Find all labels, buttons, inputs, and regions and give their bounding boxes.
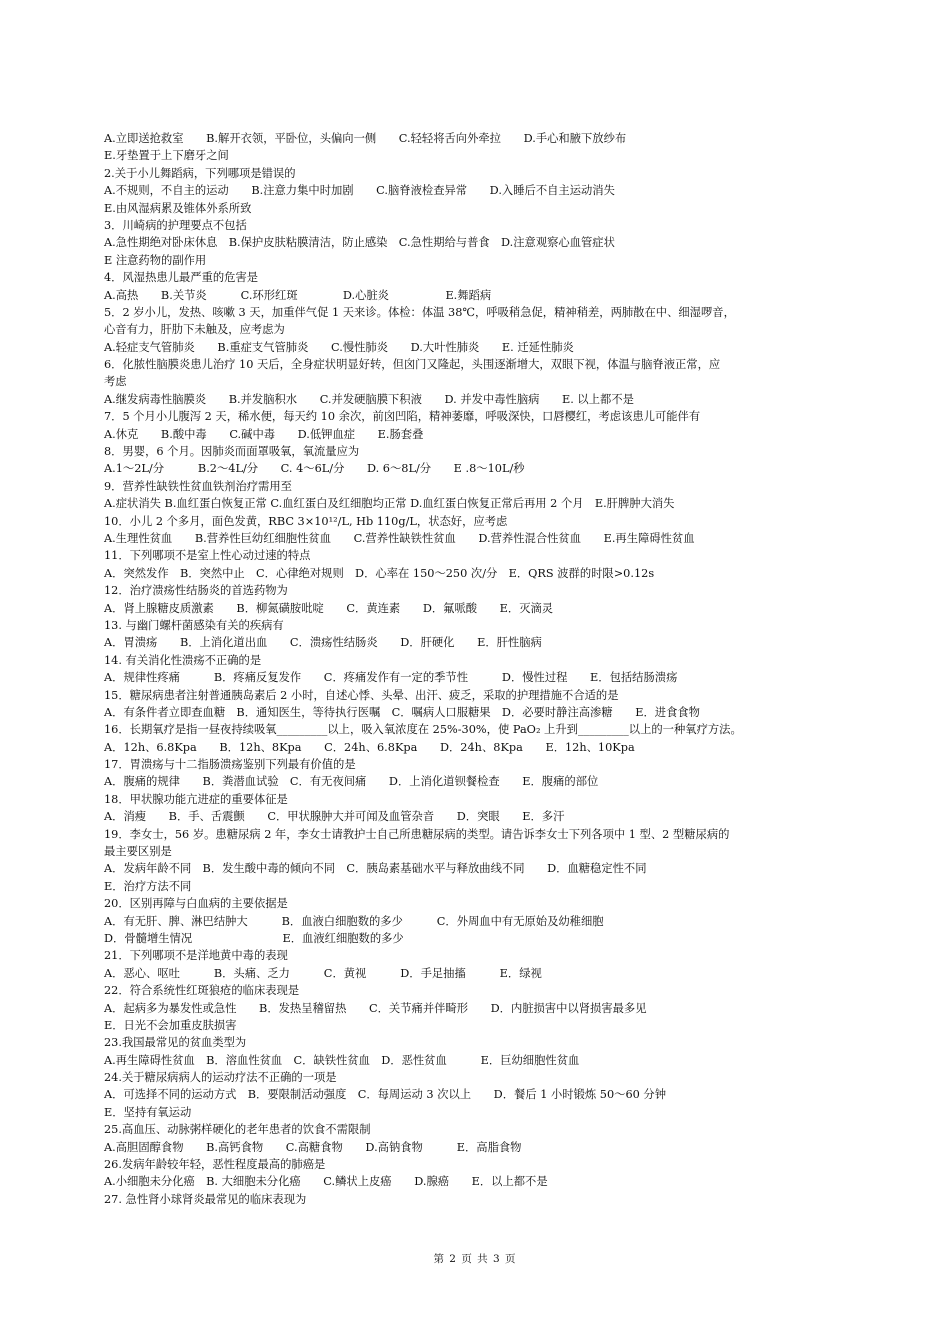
text-line: 2.关于小儿舞蹈病，下列哪项是错误的 [104,166,296,180]
text-line: 11．下列哪项不是室上性心动过速的特点 [104,549,311,563]
text-line: A.继发病毒性脑膜炎 B.并发脑积水 C.并发硬脑膜下积液 D. 并发中毒性脑病 E. 以上都不是 [104,392,634,406]
text-line: 19．李女士，56 岁。患糖尿病 2 年，李女士请教护士自己所患糖尿病的类型。请告诉李女士下列各项中 1 型、2 型糖尿病的 [104,827,730,841]
text-line: 20．区别再障与白血病的主要依据是 [104,897,288,911]
text-line: A.不规则，不自主的运动 B.注意力集中时加剧 C.脑脊液检查异常 D.入睡后不自主运动消失 [104,184,615,198]
text-line: 考虑 [104,375,127,389]
text-line: 25.高血压、动脉粥样硬化的老年患者的饮食不需限制 [104,1123,371,1137]
text-line: 7．5 个月小儿腹泻 2 天，稀水便，每天约 10 余次，前囟凹陷，精神萎靡，呼吸深快，口唇樱红，考虑该患儿可能伴有 [104,410,701,424]
text-line: 心音有力，肝肋下未触及，应考虑为 [104,323,285,337]
text-line: 23.我国最常见的贫血类型为 [104,1036,247,1050]
text-line: 17．胃溃疡与十二指肠溃疡鉴别下列最有价值的是 [104,758,356,772]
text-line: 14. 有关消化性溃疡不正确的是 [104,653,262,667]
text-line: A．腹痛的规律 B．粪潜血试验 C．有无夜间痛 D．上消化道钡餐检查 E．腹痛的部位 [104,775,599,789]
exam-page-content [104,130,854,1208]
text-line: 15．糖尿病患者注射普通胰岛素后 2 小时，自述心悸、头晕、出汗、疲乏，采取的护理措施不合适的是 [104,688,619,702]
text-line: A．突然发作 B．突然中止 C．心律绝对规则 D．心率在 150～250 次/分 E．QRS 波群的时限>0.12s [104,566,655,580]
text-line: A.症状消失 B.血红蛋白恢复正常 C.血红蛋白及红细胞均正常 D.血红蛋白恢复正常后再用 2 个月 E.肝脾肿大消失 [104,497,675,511]
text-line: A．肾上腺糖皮质激素 B．柳氮磺胺吡啶 C．黄连素 D．氟哌酸 E．灭滴灵 [104,601,554,615]
text-line: A．可选择不同的运动方式 B．要限制活动强度 C．每周运动 3 次以上 D．餐后 1 小时锻炼 50～60 分钟 [104,1088,667,1102]
text-line: A．消瘦 B．手、舌震颤 C．甲状腺肿大并可闻及血管杂音 D．突眼 E．多汗 [104,810,565,824]
text-line: 4．风湿热患儿最严重的危害是 [104,271,259,285]
text-line: E．治疗方法不同 [104,879,192,893]
text-line: E．坚持有氧运动 [104,1105,192,1119]
text-line: 12．治疗溃疡性结肠炎的首选药物为 [104,584,288,598]
text-line: 13. 与幽门螺杆菌感染有关的疾病有 [104,618,284,632]
text-line: 8．男婴，6 个月。因肺炎而面罩吸氧，氧流量应为 [104,445,360,459]
page-footer: 第 2 页 共 3 页 [433,1253,517,1265]
text-line: 27. 急性肾小球肾炎最常见的临床表现为 [104,1192,307,1206]
text-line: E 注意药物的副作用 [104,253,207,267]
text-line: 18．甲状腺功能亢进症的重要体征是 [104,792,288,806]
text-line: A．有条件者立即查血糖 B．通知医生，等待执行医嘱 C．嘱病人口服糖果 D．必要时静注高渗糖 E．进食食物 [104,705,700,719]
text-line: 最主要区别是 [104,845,172,859]
text-line: E．日光不会加重皮肤损害 [104,1018,237,1032]
text-line: A．恶心、呕吐 B．头痛、乏力 C．黄视 D．手足抽搐 E．绿视 [104,966,542,980]
text-line: A．12h、6.8Kpa B．12h、8Kpa C．24h、6.8Kpa D．24h、8Kpa E．12h、10Kpa [104,740,635,754]
text-line: A.高热 B.关节炎 C.环形红斑 D.心脏炎 E.舞蹈病 [104,288,492,302]
text-line: A.生理性贫血 B.营养性巨幼红细胞性贫血 C.营养性缺铁性贫血 D.营养性混合性贫血 E.再生障碍性贫血 [104,531,695,545]
text-line: A.高胆固醇食物 B.高钙食物 C.高糖食物 D.高钠食物 E．高脂食物 [104,1140,522,1154]
text-line: 6．化脓性脑膜炎患儿治疗 10 天后，全身症状明显好转，但囟门又隆起，头围逐渐增大，双眼下视，体温与脑脊液正常，应 [104,358,721,372]
text-line: 5．2 岁小儿，发热、咳嗽 3 天，加重伴气促 1 天来诊。体检：体温 38℃，呼吸稍急促，精神稍差，两肺散在中、细湿啰音， [104,305,735,319]
text-line: 24.关于糖尿病病人的运动疗法不正确的一项是 [104,1071,337,1085]
text-line: E.牙垫置于上下磨牙之间 [104,149,229,163]
text-line: D．骨髓增生情况 E．血液红细胞数的多少 [104,931,404,945]
text-line: A.轻症支气管肺炎 B.重症支气管肺炎 C.慢性肺炎 D.大叶性肺炎 E. 迁延性肺炎 [104,340,574,354]
text-line: 3．川崎病的护理要点不包括 [104,218,247,232]
text-line: A.小细胞未分化癌 B. 大细胞未分化癌 C.鳞状上皮癌 D.腺癌 E．以上都不是 [104,1175,548,1189]
text-line: A．规律性疼痛 B．疼痛反复发作 C．疼痛发作有一定的季节性 D．慢性过程 E．包括结肠溃疡 [104,671,678,685]
text-line: 9．营养性缺铁性贫血铁剂治疗需用至 [104,479,292,493]
text-line: A．胃溃疡 B．上消化道出血 C．溃疡性结肠炎 D．肝硬化 E．肝性脑病 [104,636,542,650]
text-line: A．有无肝、脾、淋巴结肿大 B．血液白细胞数的多少 C．外周血中有无原始及幼稚细胞 [104,914,604,928]
text-line: A．起病多为暴发性或急性 B．发热呈稽留热 C．关节痛并伴畸形 D．内脏损害中以肾损害最多见 [104,1001,647,1015]
text-line: 16．长期氧疗是指一昼夜持续吸氧_________以上，吸入氧浓度在 25%-30%，使 PaO₂ 上升到_________以上的一种氧疗方法。 [104,723,742,737]
text-line: A.立即送抢救室 B.解开衣领，平卧位，头偏向一侧 C.轻轻将舌向外牵拉 D.手心和腋下放纱布 [104,132,627,145]
text-line: A.休克 B.酸中毒 C.碱中毒 D.低钾血症 E.肠套叠 [104,427,424,441]
text-line: 21．下列哪项不是洋地黄中毒的表现 [104,949,288,963]
text-line: A．发病年龄不同 B．发生酸中毒的倾向不同 C．胰岛素基础水平与释放曲线不同 D．血糖稳定性不同 [104,862,647,876]
text-line: A.1～2L/分 B.2～4L/分 C. 4～6L/分 D. 6～8L/分 E .8～10L/秒 [104,462,525,476]
text-line: A.再生障碍性贫血 B．溶血性贫血 C．缺铁性贫血 D．恶性贫血 E．巨幼细胞性贫血 [104,1053,580,1067]
text-line: 10．小儿 2 个多月，面色发黄，RBC 3×10¹²/L, Hb 110g/L，状态好，应考虑 [104,514,508,528]
text-line: 22．符合系统性红斑狼疮的临床表现是 [104,984,300,998]
text-line: E.由风湿病累及锥体外系所致 [104,201,252,215]
text-line: 26.发病年龄较年轻，恶性程度最高的肺癌是 [104,1158,326,1172]
text-line: A.急性期绝对卧床休息 B.保护皮肤粘膜清洁，防止感染 C.急性期给与普食 D.注意观察心血管症状 [104,236,615,250]
